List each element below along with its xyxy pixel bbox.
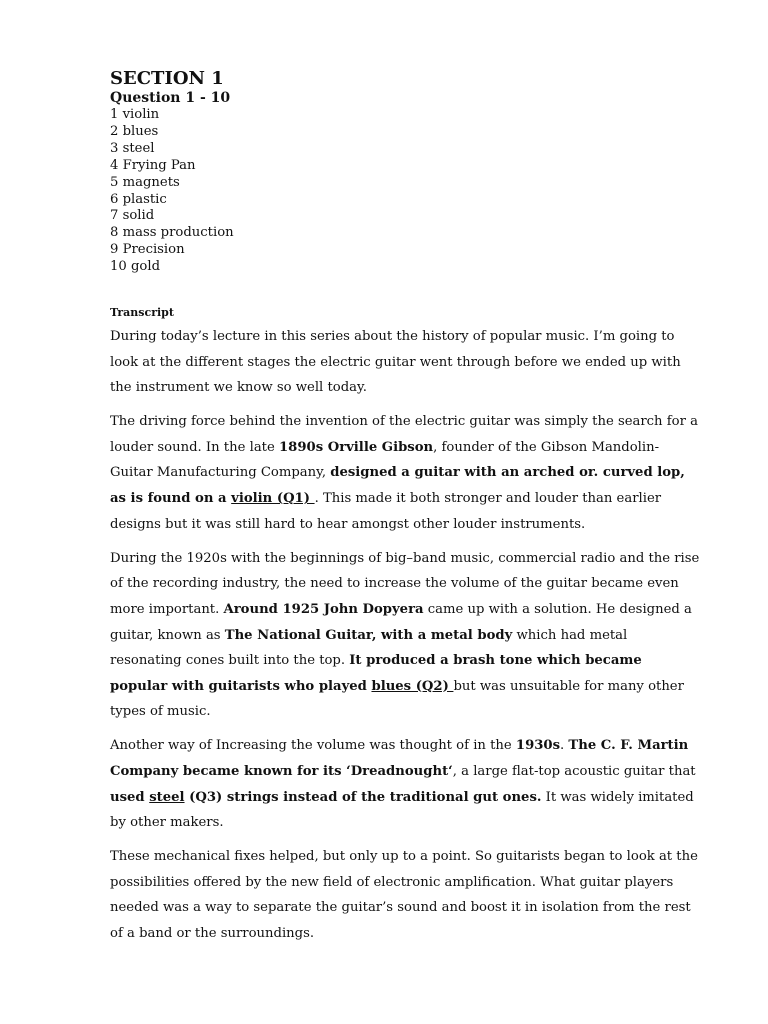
text-run: .	[560, 738, 569, 754]
text-run: . This made it both stronger and louder than earlier designs but it was still hard to hear amongst other louder instruments.	[110, 491, 662, 532]
text-run: It was widely imitated by other makers.	[110, 789, 694, 831]
text-run: It produced a brash tone which became popular with guitarists who played	[110, 653, 642, 694]
text-run: During the 1920s with the beginnings of big–band music, commercial radio and the rise of the recording industry, the need to increase the volume of the guitar became even more important.	[110, 550, 700, 617]
transcript-paragraph	[110, 844, 700, 946]
text-run: blues (Q2)	[371, 678, 454, 694]
question-range: Question 1 - 10	[110, 90, 231, 106]
text-run: The National Guitar, with a metal body	[224, 627, 513, 643]
text-run: (Q3) strings instead of the traditional gut ones.	[184, 789, 542, 805]
answer-key	[110, 68, 234, 276]
answer-item: 9 Precision	[110, 242, 185, 258]
answer-item: 4 Frying Pan	[110, 157, 196, 173]
text-run: The driving force behind the invention of the electric guitar was simply the search for a louder sound. In the late	[110, 414, 698, 455]
text-run: Around 1925 John Dopyera	[223, 601, 424, 617]
answer-item: 7 solid	[110, 208, 155, 224]
transcript-body	[110, 324, 700, 955]
transcript-paragraph	[110, 324, 700, 401]
text-run: , a large flat-top acoustic guitar that	[452, 764, 696, 779]
answer-item: 5 magnets	[110, 174, 180, 190]
text-run: which had metal resonating cones built into the top.	[110, 627, 628, 669]
answer-item: 1 violin	[110, 107, 160, 122]
text-run: 1930s	[515, 738, 561, 754]
text-run: came up with a solution. He designed a guitar, known as	[110, 601, 692, 643]
answer-item: 6 plastic	[110, 191, 167, 207]
text-run: designed a guitar with an arched or. curved lop, as is found on a	[110, 465, 685, 507]
text-run: These mechanical fixes helped, but only up to a point. So guitarists began to look at the possibilities offered by the new field of electronic amplification. What guitar players needed was a way to separate the guitar’s sound and boost it in isolation from the rest of a band or the surroundings.	[110, 849, 698, 942]
text-run: Another way of Increasing the volume was thought of in the	[110, 738, 516, 754]
answer-item: 2 blues	[110, 123, 159, 139]
answer-item: 3 steel	[110, 140, 155, 156]
text-run: steel	[149, 789, 185, 805]
text-run: violin (Q1)	[231, 491, 315, 507]
text-run: During today’s lecture in this series about the history of popular music. I’m going to look at the different stages the electric guitar went through before we ended up with the instrument we know so well today.	[110, 329, 681, 396]
text-run: The C. F. Martin Company became known for its ‘Dreadnought‘	[110, 738, 689, 779]
text-run: 1890s Orville Gibson	[278, 439, 434, 455]
transcript-paragraph	[110, 546, 700, 725]
transcript-paragraph	[110, 409, 700, 537]
section-title: SECTION 1	[110, 68, 224, 89]
answer-item: 8 mass production	[110, 225, 234, 241]
transcript-paragraph	[110, 733, 700, 835]
text-run: but was unsuitable for many other types of music.	[110, 678, 684, 720]
answer-item: 10 gold	[110, 259, 161, 275]
text-run: used	[110, 789, 150, 805]
text-run: , founder of the Gibson Mandolin-Guitar Manufacturing Company,	[110, 439, 660, 481]
answer-list	[110, 107, 234, 276]
transcript-heading: Transcript	[110, 306, 174, 319]
